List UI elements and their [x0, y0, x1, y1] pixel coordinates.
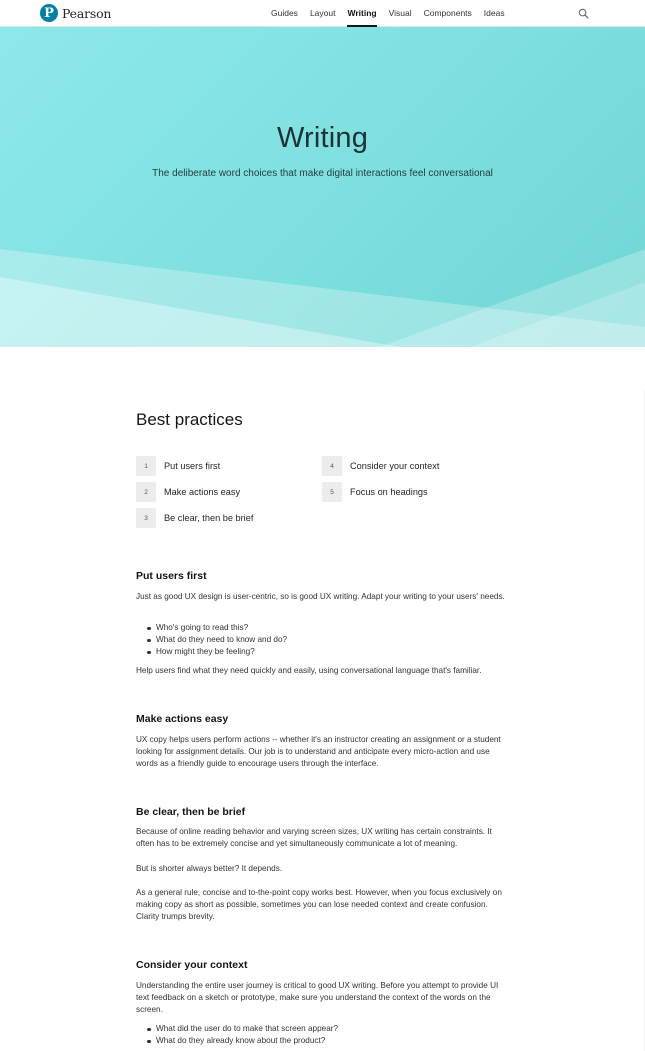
nav-item-writing[interactable]: Writing: [341, 0, 382, 27]
page-title: Writing: [276, 122, 369, 154]
nav-item-components[interactable]: Components: [423, 8, 472, 18]
section-paragraph: Just as good UX design is user-centric, so is good UX writing. Adapt your writing to your users' needs.: [136, 592, 505, 601]
pearson-logo-mark: P: [40, 4, 58, 22]
section-heading-be-clear-then-be-brief: Be clear, then be brief: [136, 806, 246, 818]
section-paragraph: Because of online reading behavior and varying screen sizes, UX writing has certain constraints. It often has to be extremely concise and yet simultaneously communicate a lot of meaning.: [136, 827, 492, 849]
list-item: What do they already know about the product?: [147, 1035, 507, 1047]
best-practice-label: Focus on headings: [350, 487, 428, 497]
hero-background-shapes: [0, 27, 645, 347]
best-practice-label: Consider your context: [350, 461, 440, 471]
best-practice-link-2[interactable]: [136, 482, 240, 502]
main-nav: [265, 0, 511, 27]
page-subtitle: The deliberate word choices that make digital interactions feel conversational: [152, 168, 493, 179]
best-practice-number: 5: [322, 482, 342, 502]
list-item: How might they be feeling?: [147, 646, 507, 658]
list-item: Who's going to read this?: [147, 622, 507, 634]
bullet-list: [147, 1023, 507, 1047]
nav-item-layout[interactable]: Layout: [309, 8, 336, 18]
best-practice-link-3[interactable]: [136, 508, 253, 528]
hero-banner: [0, 27, 645, 347]
section-paragraph: As a general rule, concise and to-the-point copy works best. However, when you focus exclusively on making copy as short as possible, sometimes you can lose needed context and create confusion. Clarity trumps brevity.: [136, 888, 502, 922]
best-practice-number: 2: [136, 482, 156, 502]
best-practices-heading: Best practices: [136, 410, 243, 429]
best-practice-label: Make actions easy: [164, 487, 241, 497]
best-practice-label: Be clear, then be brief: [164, 513, 254, 523]
nav-item-visual[interactable]: Visual: [388, 8, 412, 18]
pearson-logo-text: Pearson: [62, 5, 112, 21]
section-paragraph: Understanding the entire user journey is critical to good UX writing. Before you attempt to provide UI text feedback on a sketch or prototype, make sure you understand the context of the words on the screen.: [136, 981, 499, 1015]
section-paragraph: Help users find what they need quickly and easily, using conversational language that's familiar.: [136, 666, 482, 675]
pearson-logo[interactable]: [40, 3, 111, 23]
nav-item-guides[interactable]: Guides: [271, 8, 298, 18]
best-practice-number: 4: [322, 456, 342, 476]
bullet-list: [147, 622, 507, 658]
best-practice-link-1[interactable]: [136, 456, 220, 476]
nav-item-ideas[interactable]: Ideas: [483, 8, 505, 18]
search-icon[interactable]: [578, 8, 589, 19]
section-heading-put-users-first: Put users first: [136, 570, 207, 582]
section-paragraph: But is shorter always better? It depends.: [136, 864, 283, 873]
best-practice-link-4[interactable]: [322, 456, 439, 476]
list-item: What do they need to know and do?: [147, 634, 507, 646]
section-paragraph: UX copy helps users perform actions -- whether it's an instructor creating an assignment or a student looking for assignment details. Our job is to understand and anticipate every micro-action and use words as a friendly guide to encourage users through the interface.: [136, 735, 501, 769]
best-practice-number: 1: [136, 456, 156, 476]
best-practice-link-5[interactable]: [322, 482, 428, 502]
top-header: [0, 0, 645, 27]
section-heading-consider-your-context: Consider your context: [136, 959, 248, 971]
list-item: What did the user do to make that screen appear?: [147, 1023, 507, 1035]
section-heading-make-actions-easy: Make actions easy: [136, 713, 229, 725]
best-practice-number: 3: [136, 508, 156, 528]
best-practice-label: Put users first: [164, 461, 221, 471]
